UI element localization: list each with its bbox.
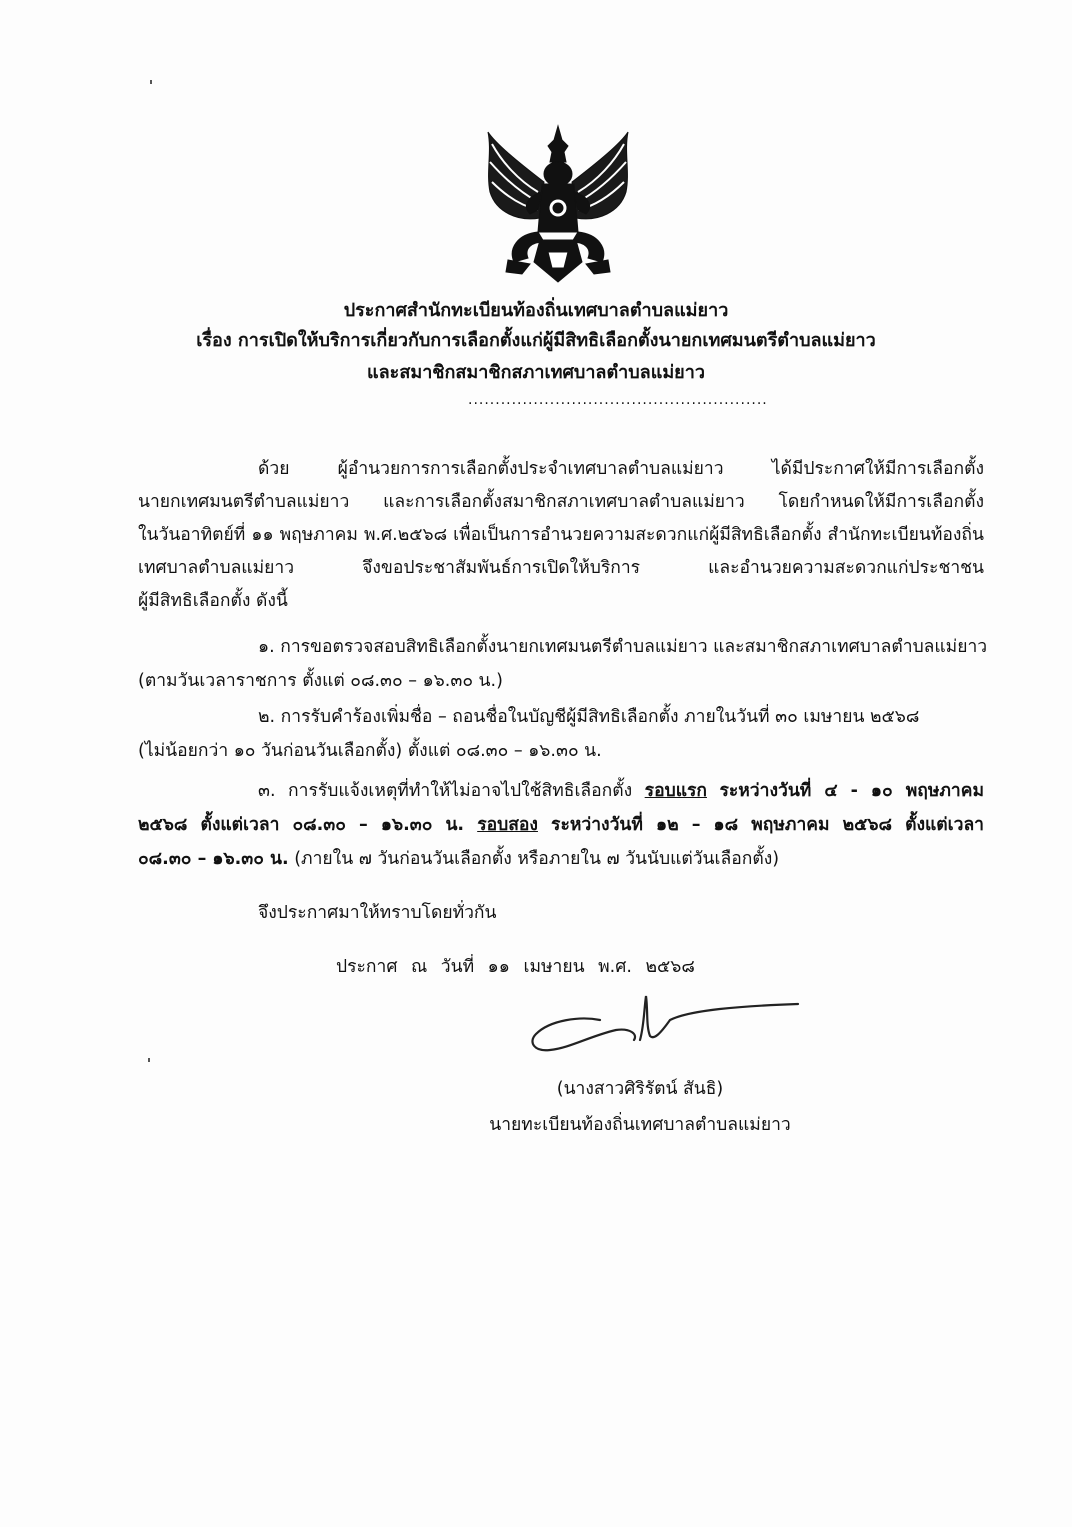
signatory-name: (นางสาวศิริรัตน์ สันธิ): [556, 1079, 724, 1099]
scan-speck: [148, 1058, 150, 1062]
item-3-line-2: [138, 810, 984, 840]
first-round-label: รอบแรก: [644, 781, 707, 801]
second-round-label: รอบสอง: [477, 815, 538, 835]
intro-line-5: ผู้มีสิทธิเลือกตั้ง ดังนี้: [138, 591, 288, 611]
item-3-text-f: (ภายใน ๗ วันก่อนวันเลือกตั้ง หรือภายใน ๗ วันนับแต่วันเลือกตั้ง): [294, 849, 780, 869]
item-2-line-1: ๒. การรับคำร้องเพิ่มชื่อ – ถอนชื่อในบัญชีผู้มีสิทธิเลือกตั้ง ภายในวันที่ ๓๐ เมษายน ๒๕๖๘: [258, 707, 920, 727]
item-1-line-1: ๑. การขอตรวจสอบสิทธิเลือกตั้งนายกเทศมนตรีตำบลแม่ยาว และสมาชิกสภาเทศบาลตำบลแม่ยาว: [258, 637, 988, 657]
item-3-text-a: ๓. การรับแจ้งเหตุที่ทำให้ไม่อาจไปใช้สิทธิเลือกตั้ง: [258, 781, 633, 801]
item-3-line-1: [258, 776, 984, 806]
intro-line-2: นายกเทศมนตรีตำบลแม่ยาว และการเลือกตั้งสมาชิกสภาเทศบาลตำบลแม่ยาว โดยกำหนดให้มีการเลือกตั้ง: [138, 492, 984, 512]
announcement-date: ประกาศ ณ วันที่ ๑๑ เมษายน พ.ศ. ๒๕๖๘: [336, 957, 695, 977]
subject-line-2: และสมาชิกสมาชิกสภาเทศบาลตำบลแม่ยาว: [367, 362, 705, 383]
signatory-position: นายทะเบียนท้องถิ่นเทศบาลตำบลแม่ยาว: [489, 1115, 791, 1135]
intro-line-3: ในวันอาทิตย์ที่ ๑๑ พฤษภาคม พ.ศ.๒๕๖๘ เพื่อเป็นการอำนวยความสะดวกแก่ผู้มีสิทธิเลือกตั้ง สำนักทะเบียนท้องถิ่น: [138, 525, 984, 545]
item-3-text-e: ๐๘.๓๐ – ๑๖.๓๐ น.: [138, 849, 289, 869]
item-2-line-2: (ไม่น้อยกว่า ๑๐ วันก่อนวันเลือกตั้ง) ตั้งแต่ ๐๘.๓๐ – ๑๖.๓๐ น.: [138, 741, 602, 761]
item-1-line-2: (ตามวันเวลาราชการ ตั้งแต่ ๐๘.๓๐ – ๑๖.๓๐ น.): [138, 671, 503, 691]
item-3-line-3: [138, 844, 779, 874]
scan-speck: [150, 80, 152, 84]
intro-line-4: เทศบาลตำบลแม่ยาว จึงขอประชาสัมพันธ์การเปิดให้บริการ และอำนวยความสะดวกแก่ประชาชน: [138, 558, 984, 578]
handwritten-signature: [520, 990, 810, 1060]
subject-line-1: เรื่อง การเปิดให้บริการเกี่ยวกับการเลือกตั้งแก่ผู้มีสิทธิเลือกตั้งนายกเทศมนตรีตำบลแม่ยาว: [196, 330, 876, 351]
item-3-text-b: ระหว่างวันที่ ๔ - ๑๐ พฤษภาคม: [719, 781, 984, 801]
garuda-emblem-icon: [478, 122, 638, 292]
closing-line: จึงประกาศมาให้ทราบโดยทั่วกัน: [258, 903, 497, 923]
item-3-text-c: ๒๕๖๘ ตั้งแต่เวลา ๐๘.๓๐ – ๑๖.๓๐ น.: [138, 815, 465, 835]
item-3-text-d: ระหว่างวันที่ ๑๒ – ๑๘ พฤษภาคม ๒๕๖๘ ตั้งแต่เวลา: [551, 815, 985, 835]
intro-line-1: ด้วย ผู้อำนวยการการเลือกตั้งประจำเทศบาลตำบลแม่ยาว ได้มีประกาศให้มีการเลือกตั้ง: [258, 459, 984, 479]
announcement-title: ประกาศสำนักทะเบียนท้องถิ่นเทศบาลตำบลแม่ยาว: [343, 300, 729, 321]
separator-dots: .......................................................: [468, 392, 768, 408]
